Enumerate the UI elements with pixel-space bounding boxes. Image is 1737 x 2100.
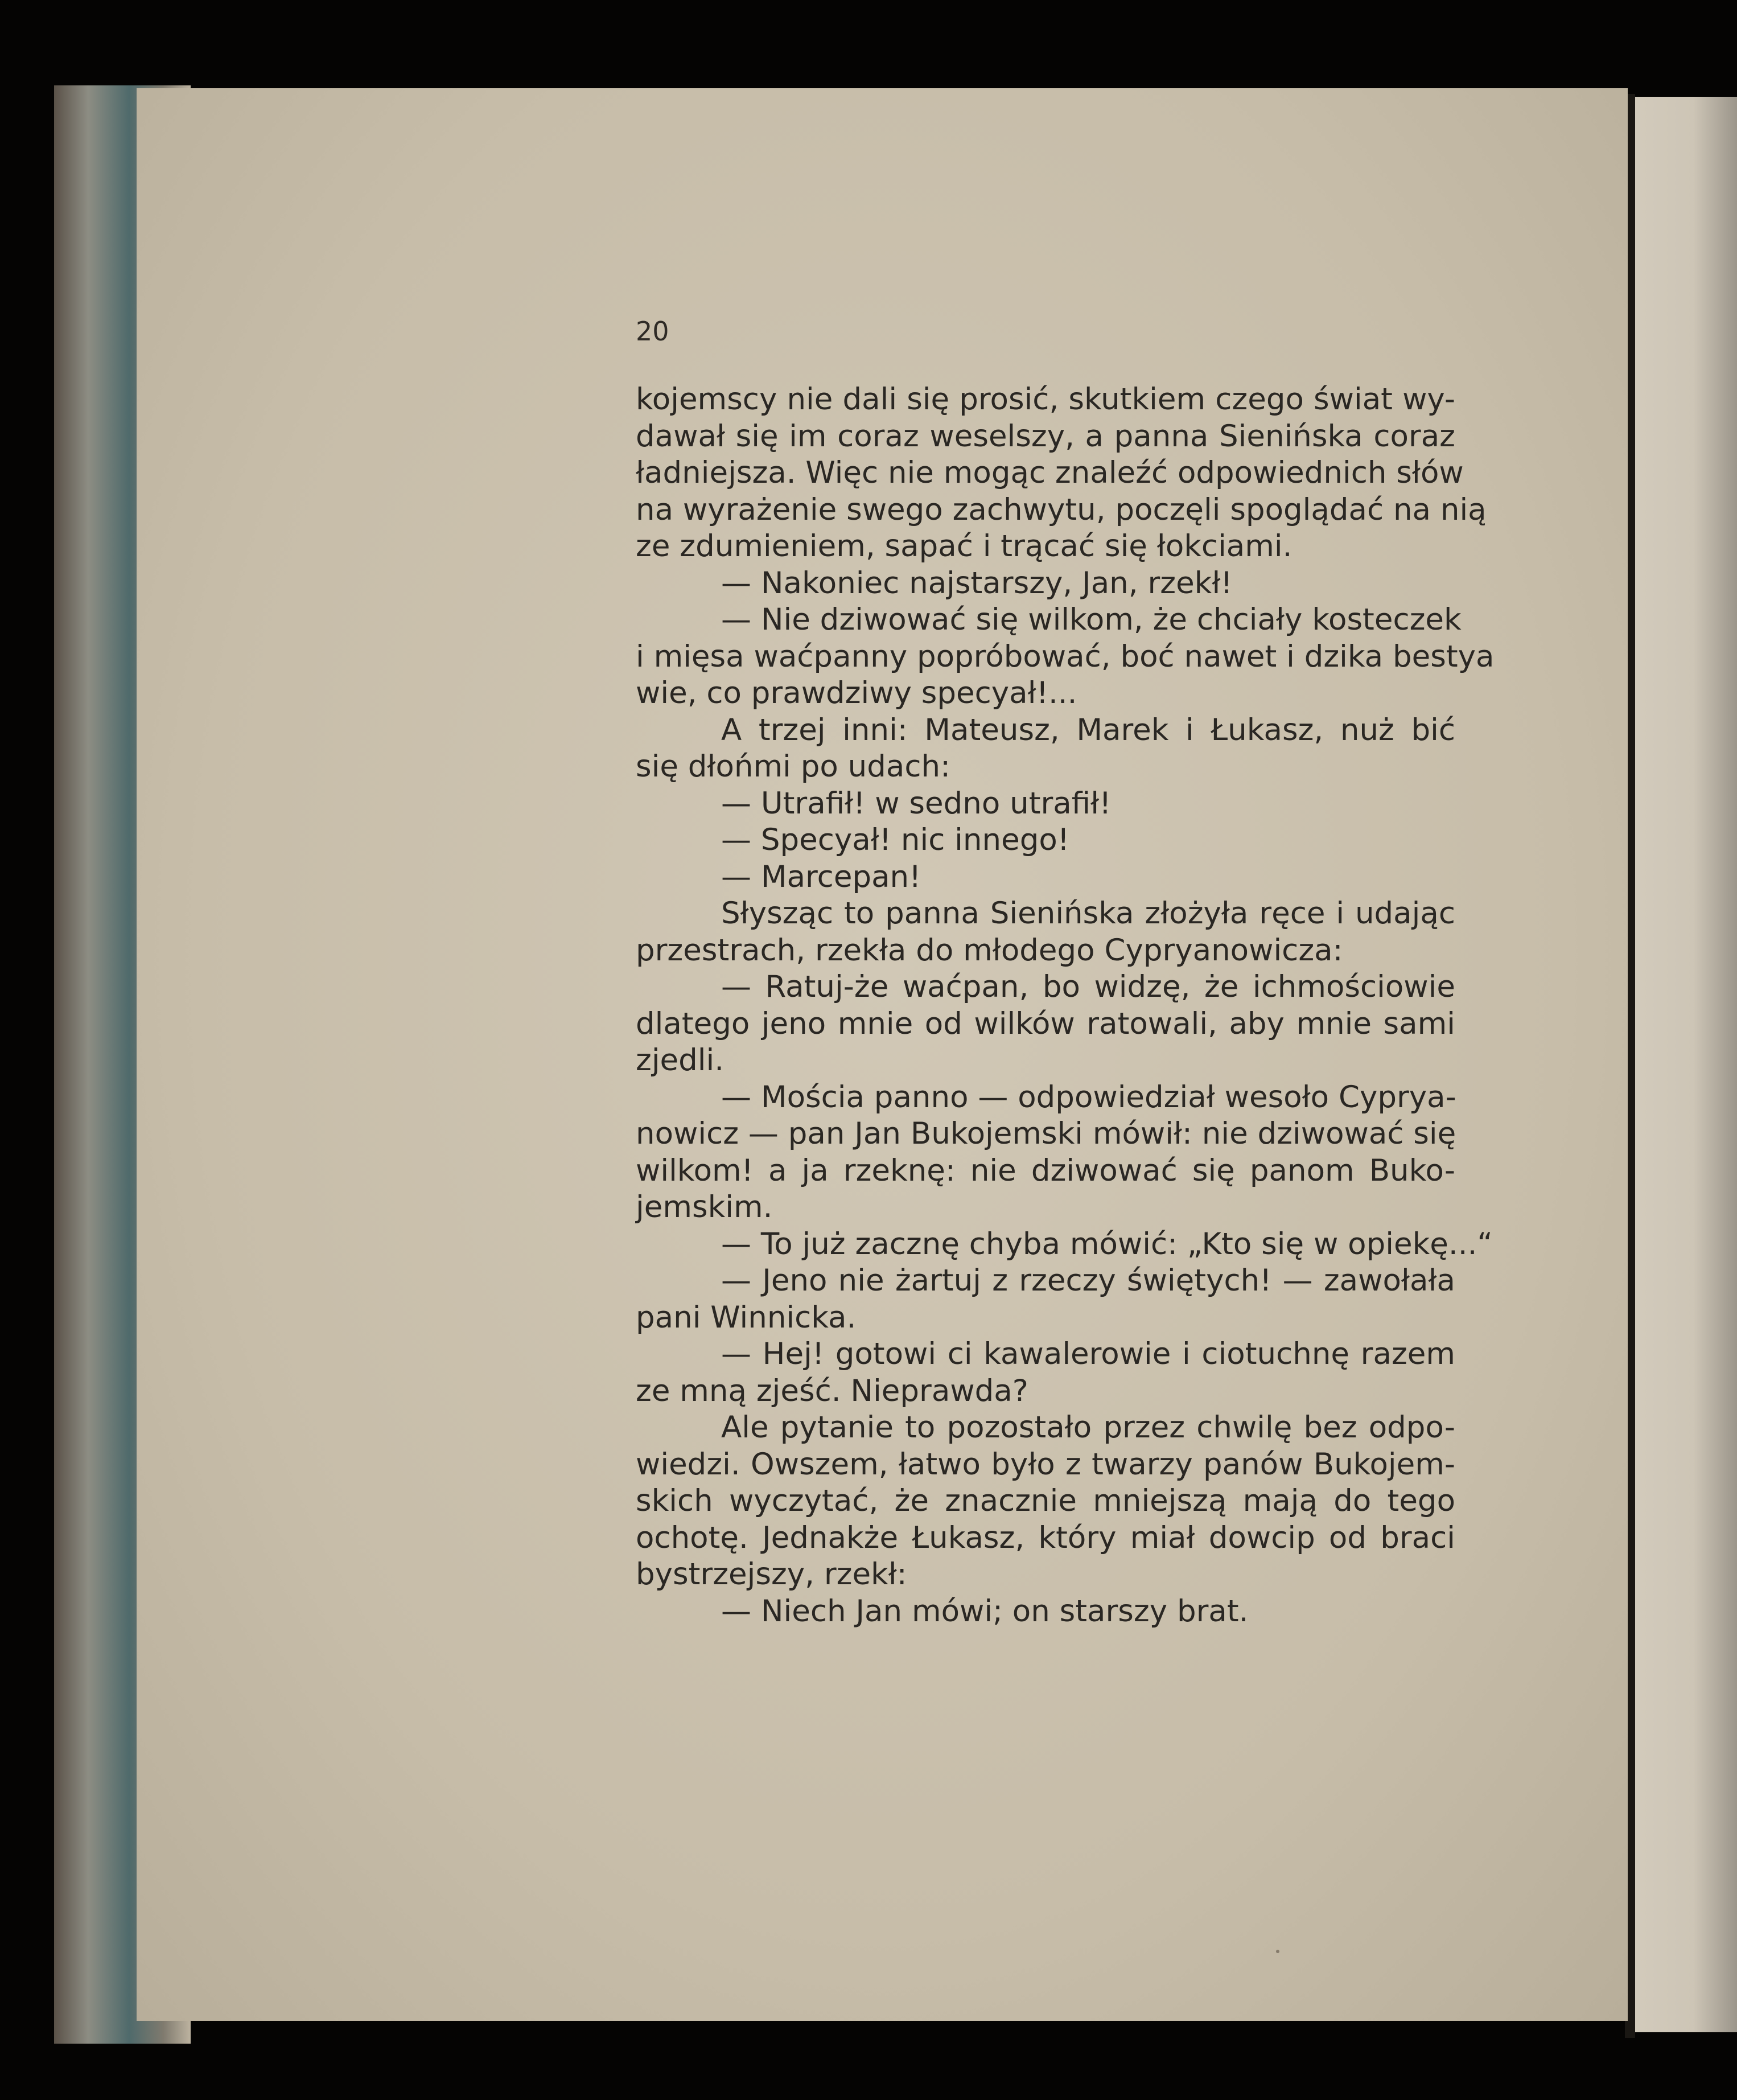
text-line: na wyrażenie swego zachwytu, poczęli spoglądać na nią <box>636 492 1487 527</box>
facing-page-edge <box>1628 97 1737 2032</box>
text-line: — To już zacznę chyba mówić: „Kto się w opiekę...“ <box>721 1226 1493 1261</box>
text-line: — Nakoniec najstarszy, Jan, rzekł! <box>721 565 1233 601</box>
text-line: ładniejsza. Więc nie mogąc znaleźć odpowiednich słów <box>636 455 1464 490</box>
text-line: A trzej inni: Mateusz, Marek i Łukasz, nuż bić <box>721 712 1455 747</box>
text-line: — Hej! gotowi ci kawalerowie i ciotuchnę razem <box>721 1337 1455 1371</box>
text-line: — Ratuj-że waćpan, bo widzę, że ichmościowie <box>721 969 1455 1004</box>
text-line: nowicz — pan Jan Bukojemski mówił: nie dziwować się <box>636 1116 1456 1151</box>
page-number: 20 <box>636 316 669 347</box>
text-line: — Nie dziwować się wilkom, że chciały kosteczek <box>721 602 1462 637</box>
page-text <box>636 307 1495 1630</box>
text-line: przestrach, rzekła do młodego Cypryanowicza: <box>636 932 1343 968</box>
text-line: — Marcepan! <box>721 859 921 894</box>
text-line: wilkom! a ja rzeknę: nie dziwować się panom Buko- <box>636 1153 1455 1188</box>
text-line: — Mościa panno — odpowiedział wesoło Cyprya- <box>721 1079 1456 1115</box>
text-line: Słysząc to panna Sienińska złożyła ręce i udając <box>721 896 1455 931</box>
text-line: Ale pytanie to pozostało przez chwilę bez odpo- <box>721 1410 1455 1445</box>
text-line: ze zdumieniem, sapać i trącać się łokciami. <box>636 529 1293 564</box>
text-line: się dłońmi po udach: <box>636 749 950 784</box>
text-line: i mięsa waćpanny popróbować, boć nawet i dzika bestya <box>636 639 1495 674</box>
text-line: ochotę. Jednakże Łukasz, który miał dowcip od braci <box>636 1520 1455 1555</box>
text-line: pani Winnicka. <box>636 1300 857 1335</box>
text-line: zjedli. <box>636 1043 725 1078</box>
text-line: dawał się im coraz weselszy, a panna Sienińska coraz <box>636 418 1455 454</box>
text-line: skich wyczytać, że znacznie mniejszą mają do tego <box>636 1483 1455 1518</box>
text-line: — Niech Jan mówi; on starszy brat. <box>721 1593 1249 1629</box>
text-line: ze mną zjeść. Nieprawda? <box>636 1373 1028 1408</box>
text-line: kojemscy nie dali się prosić, skutkiem czego świat wy- <box>636 382 1455 417</box>
text-line: wie, co prawdziwy specyał!... <box>636 676 1077 710</box>
text-line: — Specyał! nic innego! <box>721 823 1070 857</box>
text-line: jemskim. <box>636 1190 773 1224</box>
text-line: dlatego jeno mnie od wilków ratowali, aby mnie sami <box>636 1006 1455 1041</box>
text-line: — Utrafił! w sedno utrafił! <box>721 786 1112 821</box>
text-line: wiedzi. Owszem, łatwo było z twarzy panów Bukojem- <box>636 1446 1455 1482</box>
paper-speck <box>1276 1950 1279 1953</box>
text-line: bystrzejszy, rzekł: <box>636 1557 907 1592</box>
text-line: — Jeno nie żartuj z rzeczy świętych! — zawołała <box>721 1263 1455 1298</box>
